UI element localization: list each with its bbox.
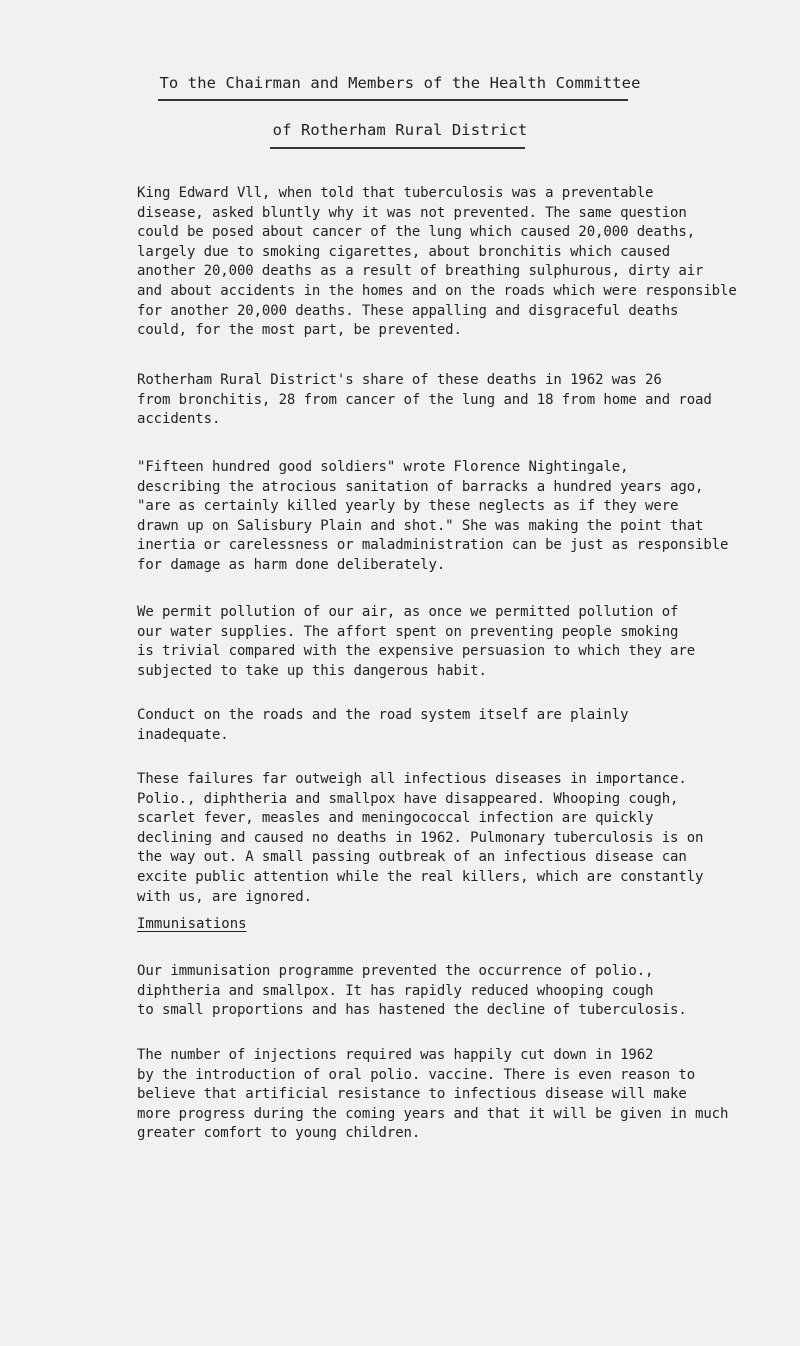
header-rule-1 <box>158 99 628 101</box>
header-line-1: To the Chairman and Members of the Health Committee <box>159 74 641 92</box>
paragraph-roads: Conduct on the roads and the road system itself are plainly inadequate. <box>137 707 629 743</box>
paragraph-pollution: We permit pollution of our air, as once we permitted pollution of our water supplies. The affort spent on preventing people smoking is trivial compared with the expensive persuasion to which they are subjected to take up this dangerous habit. <box>137 604 696 679</box>
header-rule-2 <box>270 147 525 149</box>
paragraph-injections: The number of injections required was happily cut down in 1962 by the introduction of oral polio. vaccine. There is even reason to believe that artificial resistance to infectious disease will make more progress during the coming years and that it will be given in much greater comfort to young children. <box>137 1047 729 1142</box>
paragraph-immunisation-programme: Our immunisation programme prevented the occurrence of polio., diphtheria and smallpox. It has rapidly reduced whooping cough to small proportions and has hastened the decline of tuberculosis. <box>137 963 687 1019</box>
header-line-2: of Rotherham Rural District <box>272 121 528 139</box>
paragraph-infectious-diseases: These failures far outweigh all infectious diseases in importance. Polio., diphtheria and smallpox have disappeared. Whooping cough, scarlet fever, measles and meningococcal infection are quickly declining and caused no deaths in 1962. Pulmonary tuberculosis is on the way out. A small passing outbreak of an infectious disease can excite public attention while the real killers, which are constantly with us, are ignored. <box>137 771 704 905</box>
paragraph-nightingale: "Fifteen hundred good soldiers" wrote Florence Nightingale, describing the atrocious sanitation of barracks a hundred years ago, "are as certainly killed yearly by these neglects as if they were drawn up on Salisbury Plain and shot." She was making the point that inertia or carelessness or maladministration can be just as responsible for damage as harm done deliberately. <box>137 459 729 573</box>
section-heading-immunisations: Immunisations <box>137 916 247 932</box>
paragraph-edward: King Edward Vll, when told that tuberculosis was a preventable disease, asked bluntly why it was not prevented. The same question could be posed about cancer of the lung which caused 20,000 deaths, largely due to smoking cigarettes, about bronchitis which caused another 20,000 deaths as a result of breathing sulphurous, dirty air and about accidents in the homes and on the roads which were responsible for another 20,000 deaths. These appalling and disgraceful deaths could, for the most part, be prevented. <box>137 185 737 339</box>
paragraph-rotherham-share: Rotherham Rural District's share of these deaths in 1962 was 26 from bronchitis, 28 from cancer of the lung and 18 from home and road accidents. <box>137 372 712 428</box>
